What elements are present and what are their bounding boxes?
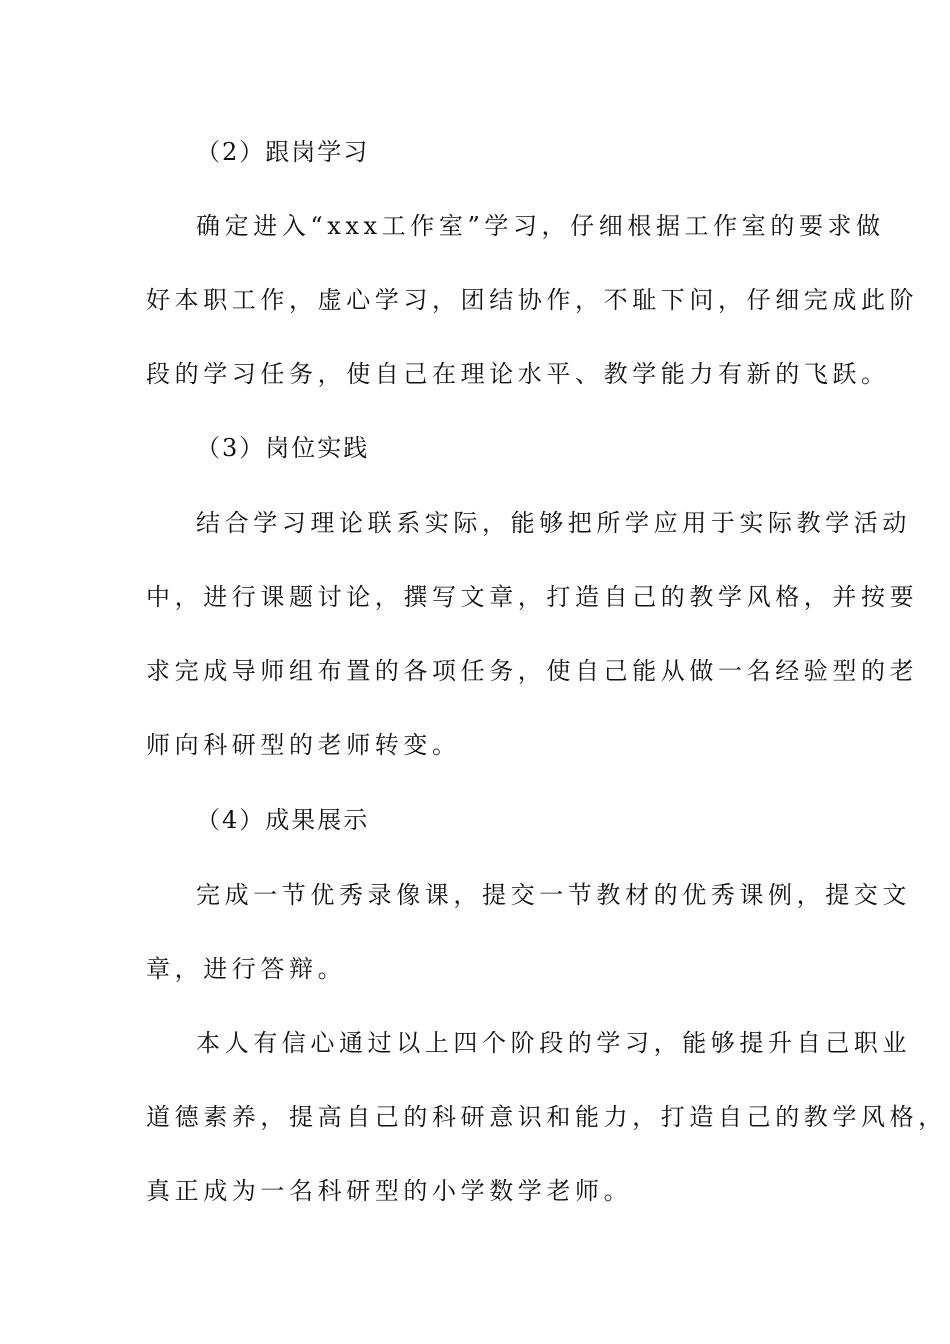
paragraph-line: 确定进入“xxx工作室”学习，仔细根据工作室的要求做 — [196, 212, 885, 240]
paragraph-line: 本人有信心通过以上四个阶段的学习，能够提升自己职业 — [196, 1029, 911, 1057]
paragraph-line: 好本职工作，虚心学习，团结协作，不耻下问，仔细完成此阶 — [146, 286, 919, 314]
paragraph-line: 道德素养，提高自己的科研意识和能力，打造自己的教学风格， — [146, 1103, 947, 1131]
paragraph-line: 结合学习理论联系实际，能够把所学应用于实际教学活动 — [196, 509, 911, 537]
paragraph-line: 真正成为一名科研型的小学数学老师。 — [146, 1177, 633, 1205]
paragraph-line: 师向科研型的老师转变。 — [146, 731, 461, 759]
paragraph-line: 求完成导师组布置的各项任务，使自己能从做一名经验型的老 — [146, 657, 919, 685]
paragraph-line: 中，进行课题讨论，撰写文章，打造自己的教学风格，并按要 — [146, 583, 919, 611]
section-heading-practice: （3）岗位实践 — [196, 434, 370, 462]
paragraph-line: 完成一节优秀录像课，提交一节教材的优秀课例，提交文 — [196, 881, 911, 909]
section-heading-shadowing: （2）跟岗学习 — [196, 138, 370, 166]
paragraph-line: 段的学习任务，使自己在理论水平、教学能力有新的飞跃。 — [146, 360, 890, 388]
paragraph-line: 章，进行答辩。 — [146, 955, 347, 983]
section-heading-results: （4）成果展示 — [196, 806, 370, 834]
